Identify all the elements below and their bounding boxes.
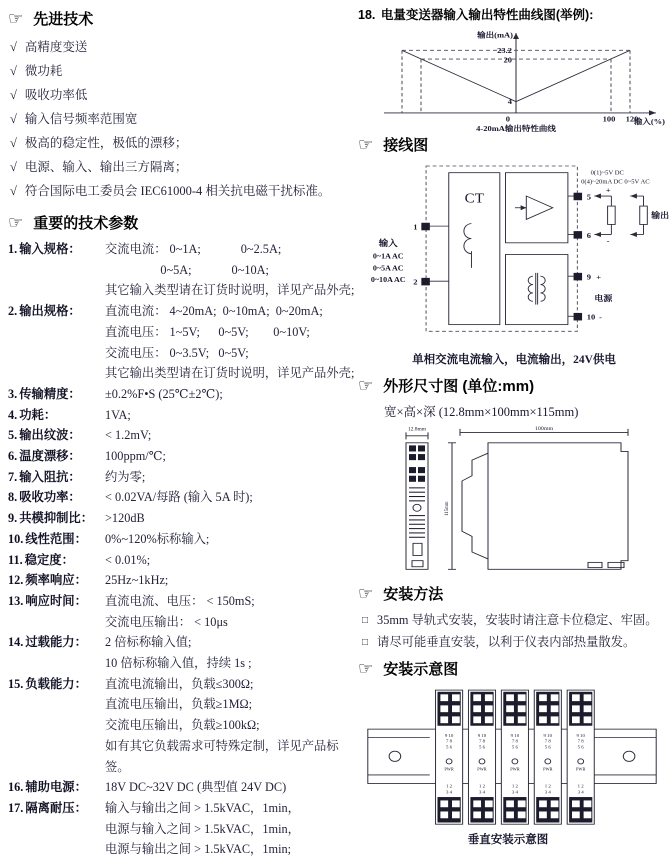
param-item <box>8 446 356 467</box>
square-bullet-icon: □ <box>362 615 369 626</box>
param-label: 1. 输入规格： <box>8 242 81 256</box>
section-title: 先进技术 <box>33 11 94 28</box>
front-pwr-led <box>413 504 421 511</box>
param-item <box>8 239 356 301</box>
ct-coil-symbol <box>464 224 472 254</box>
terminal-10 <box>574 313 583 321</box>
check-mark-icon: √ <box>10 64 17 78</box>
param-value-line: 直流电压： 1~5V; 0~5V; 0~10V; <box>105 324 310 339</box>
section-title: 安装示意图 <box>383 661 459 678</box>
arrow-icon <box>594 194 601 199</box>
arrow-icon <box>630 194 637 199</box>
power-label: 电源 <box>594 293 613 304</box>
feature-item <box>8 131 356 155</box>
front-terminal <box>409 445 416 451</box>
installation-caption: 垂直安装示意图 <box>467 834 549 846</box>
install-note-text: 35mm 导轨式安装，安装时请注意卡位稳定、牢固。 <box>377 613 658 627</box>
section-header-wiring <box>358 134 668 155</box>
svg-text:9 10: 9 10 <box>543 733 553 738</box>
load2-resistor <box>640 206 648 224</box>
param-value-line: >120dB <box>105 511 145 526</box>
pointing-hand-icon: ☞ <box>8 213 24 232</box>
section-header-features <box>8 8 356 29</box>
io-characteristic-curve-chart <box>366 26 666 132</box>
terminal-9 <box>574 273 583 281</box>
svg-text:3 4: 3 4 <box>446 789 453 795</box>
section-header-dimensions <box>358 375 668 396</box>
param-value-line: 25Hz~1kHz; <box>105 573 169 588</box>
terminal-2-number: 2 <box>413 277 418 287</box>
output-spec-line2: 0(4)~20mA DC 0~5V AC <box>581 178 650 186</box>
check-mark-icon: √ <box>10 160 17 174</box>
param-label: 9. 共模抑制比： <box>8 511 94 526</box>
feature-text: 高精度变送 <box>24 40 88 54</box>
feature-text: 符合国际电工委员会 IEC61000-4 相关抗电磁干扰标准。 <box>24 184 331 198</box>
input-range-3: 0~10A AC <box>370 275 406 284</box>
section-title: 重要的技术参数 <box>33 215 139 232</box>
param-label: 11. 稳定度： <box>8 552 74 567</box>
svg-text:PWR: PWR <box>444 767 454 772</box>
front-terminal <box>418 476 425 482</box>
input-range-2: 0~5A AC <box>372 263 404 273</box>
terminal-5-number: 5 <box>586 192 592 202</box>
param-value-line: 直流电压输出，负载≥1MΩ; <box>105 697 253 712</box>
pointing-hand-icon: ☞ <box>8 9 24 28</box>
feature-text: 极高的稳定性，极低的漂移； <box>24 136 188 150</box>
pointing-hand-icon: ☞ <box>358 135 374 154</box>
svg-text:5 6: 5 6 <box>446 744 453 750</box>
param-value-line: 1VA; <box>105 407 131 422</box>
side-view-profile <box>462 443 628 570</box>
section-title: 外形尺寸图 (单位:mm) <box>383 378 535 395</box>
feature-item <box>8 155 356 179</box>
param-item <box>8 405 356 426</box>
param-item <box>8 301 356 384</box>
svg-text:7 8: 7 8 <box>478 738 486 744</box>
din-module <box>501 690 528 824</box>
terminal-5 <box>574 193 583 201</box>
feature-item <box>8 179 356 203</box>
param-value-line: 交流电压输出： < 10μs <box>105 614 228 629</box>
pointing-hand-icon: ☞ <box>358 659 374 678</box>
svg-text:9 10: 9 10 <box>576 733 585 738</box>
y-axis-label: 输出(mA) <box>477 30 513 40</box>
front-terminal <box>418 454 425 460</box>
terminal-6 <box>574 231 583 239</box>
param-value-line: 100ppm/℃; <box>105 449 166 464</box>
check-mark-icon: √ <box>10 184 17 198</box>
svg-text:PWR: PWR <box>477 767 487 772</box>
svg-text:1 2: 1 2 <box>544 783 551 789</box>
x-tick-120: 120 <box>625 115 639 124</box>
wiring-caption: 单相交流电流输入，电流输出，24V供电 <box>412 354 616 366</box>
y-tick-4: 4 <box>507 97 512 107</box>
front-switch <box>413 543 422 555</box>
wiring-diagram <box>358 161 670 353</box>
svg-text:5 6: 5 6 <box>511 744 518 750</box>
section-header-install-diagram <box>358 658 668 679</box>
param-value-line: < 0.01%; <box>105 552 151 567</box>
param-item <box>8 487 356 508</box>
dim-front-width-label: 12.8mm <box>407 426 427 433</box>
feature-item <box>8 59 356 83</box>
dim-height-label: 115mm <box>443 501 451 516</box>
param-label: 10. 线性范围： <box>8 531 87 546</box>
param-values <box>105 239 356 301</box>
param-value-line: 电源与输出之间 > 1.5kVAC，1min; <box>105 842 292 857</box>
svg-text:7 8: 7 8 <box>511 738 518 744</box>
install-note <box>362 632 668 654</box>
svg-text:PWR: PWR <box>510 767 520 772</box>
svg-text:7 8: 7 8 <box>577 738 584 744</box>
param-value-line: 如有其它负载需求可特殊定制，详见产品标签。 <box>105 738 339 774</box>
param-value-line: 输入与输出之间 > 1.5kVAC，1min， <box>105 800 300 815</box>
params-list <box>8 239 356 860</box>
front-foot <box>412 561 423 567</box>
dimension-subtitle: 宽×高×深 (12.8mm×100mm×115mm) <box>384 405 579 419</box>
param-item <box>8 529 356 550</box>
param-item <box>8 777 356 798</box>
terminal-9-number: 9 <box>586 272 592 282</box>
param-value-line: 直流电流输出，负载≤300Ω; <box>105 676 254 691</box>
chart-caption: 4-20mA输出特性曲线 <box>476 124 556 132</box>
y-axis-arrow <box>513 33 519 39</box>
front-terminal <box>418 445 425 451</box>
pointing-hand-icon: ☞ <box>358 376 374 395</box>
terminal-1-number: 1 <box>413 222 418 232</box>
section-header-params <box>8 212 356 233</box>
svg-text:7 8: 7 8 <box>446 738 453 744</box>
param-value-line: < 1.2mV; <box>105 428 152 443</box>
param-label: 6. 温度漂移： <box>8 449 81 464</box>
front-terminal <box>409 454 416 460</box>
ct-label: CT <box>464 191 484 207</box>
x-tick-100: 100 <box>602 115 616 124</box>
pointing-hand-icon: ☞ <box>358 584 374 603</box>
param-values <box>105 301 356 384</box>
terminal-6-number: 6 <box>586 231 592 240</box>
param-value-line: 0%~120%标称输入; <box>105 531 210 546</box>
installation-diagram <box>362 685 662 831</box>
front-vent-stripes <box>409 488 425 537</box>
param-item <box>8 674 356 778</box>
output-label: 输出 <box>651 210 670 220</box>
left-column <box>8 6 356 857</box>
svg-text:9 10: 9 10 <box>477 733 487 738</box>
check-mark-icon: √ <box>10 136 17 150</box>
features-list <box>8 35 356 203</box>
param-item <box>8 508 356 529</box>
section-title: 接线图 <box>383 137 429 154</box>
transformer-coil-right <box>540 276 545 301</box>
din-module <box>436 690 463 824</box>
arrow-icon <box>594 232 601 237</box>
amplifier-symbol <box>526 196 552 219</box>
dim-side-width-label: 100mm <box>534 426 554 432</box>
param-value-line: 电源与输入之间 > 1.5kVAC，1min， <box>105 821 300 836</box>
param-value-line: 约为零; <box>105 469 146 484</box>
curve-section-title: 18. 电量变送器输入输出特性曲线图(举例): <box>358 8 594 22</box>
feature-text: 吸收功率低 <box>24 88 88 102</box>
feature-item <box>8 83 356 107</box>
svg-text:3 4: 3 4 <box>577 789 584 795</box>
svg-text:5 6: 5 6 <box>478 744 486 750</box>
param-label: 3. 传输精度： <box>8 386 81 401</box>
output-minus-sign: - <box>606 236 610 245</box>
install-notes <box>362 610 668 654</box>
output-spec-line1: 0(1)~5V DC <box>590 169 624 177</box>
transformer-block <box>505 254 567 324</box>
x-tick-0: 0 <box>505 115 510 124</box>
svg-text:3 4: 3 4 <box>544 789 551 795</box>
section-header-install <box>358 583 668 604</box>
svg-text:3 4: 3 4 <box>478 789 486 795</box>
param-label: 2. 输出规格： <box>8 304 81 319</box>
rail-mounting-hole <box>623 751 635 761</box>
param-item <box>8 591 356 632</box>
param-item <box>8 425 356 446</box>
load1-resistor <box>608 206 616 224</box>
square-bullet-icon: □ <box>362 637 369 648</box>
param-label: 12. 频率响应： <box>8 573 87 588</box>
check-mark-icon: √ <box>10 40 17 54</box>
svg-text:1 2: 1 2 <box>478 783 486 789</box>
right-column <box>358 6 668 853</box>
svg-text:5 6: 5 6 <box>577 744 584 750</box>
svg-text:5 6: 5 6 <box>544 744 551 750</box>
param-label: 16. 辅助电源： <box>8 780 87 795</box>
x-axis-label: 输入(%) <box>633 117 665 127</box>
terminal-10-number: 10 <box>586 313 596 322</box>
power-minus-sign: - <box>599 313 602 322</box>
amplifier-input-arrow <box>521 205 527 210</box>
terminal-1 <box>421 223 430 231</box>
param-value-line: 交流电压输出，负载≥100kΩ; <box>105 718 260 733</box>
front-terminal <box>409 476 416 482</box>
param-value-line: ±0.2%F•S (25℃±2℃); <box>105 386 223 401</box>
svg-text:1 2: 1 2 <box>577 783 584 789</box>
param-value-line: 2 倍标称输入值; <box>105 635 192 650</box>
arrow-icon <box>630 232 637 237</box>
param-item <box>8 632 356 673</box>
param-item <box>8 467 356 488</box>
svg-text:9 10: 9 10 <box>444 733 454 738</box>
param-value-line: 10 倍标称输入值，持续 1s ; <box>105 656 252 671</box>
param-label: 4. 功耗： <box>8 407 57 422</box>
svg-text:1 2: 1 2 <box>511 783 518 789</box>
feature-text: 电源、输入、输出三方隔离； <box>24 160 188 174</box>
check-mark-icon: √ <box>10 88 17 102</box>
output-plus-sign: + <box>605 186 611 195</box>
param-label: 14. 过载能力： <box>8 635 87 650</box>
param-label: 17. 隔离耐压： <box>8 800 87 815</box>
param-value-line: 其它输入类型请在订货时说明，详见产品外壳; <box>105 283 355 298</box>
param-value-line: 直流电流、电压： < 150mS; <box>105 593 255 608</box>
din-clip <box>588 562 602 567</box>
power-plus-sign: + <box>596 272 602 282</box>
rail-mounting-hole <box>389 751 401 761</box>
feature-item <box>8 35 356 59</box>
svg-text:9 10: 9 10 <box>510 733 520 738</box>
din-module <box>534 690 561 824</box>
input-label: 输入 <box>378 238 398 249</box>
param-label: 8. 吸收功率： <box>8 490 81 505</box>
transformer-coil-left <box>528 276 533 301</box>
svg-text:1 2: 1 2 <box>446 783 453 789</box>
param-value-line: < 0.02VA/每路 (输入 5A 时); <box>105 490 253 505</box>
param-label: 5. 输出纹波： <box>8 428 81 443</box>
din-module <box>468 690 495 824</box>
param-label: 7. 输入阻抗： <box>8 469 81 484</box>
y-tick-20: 20 <box>503 55 512 65</box>
check-mark-icon: √ <box>10 112 17 126</box>
param-item <box>8 550 356 571</box>
param-label: 15. 负载能力： <box>8 676 87 691</box>
din-module <box>567 690 594 824</box>
x-axis-arrow <box>649 110 656 115</box>
param-item <box>8 570 356 591</box>
section-title: 安装方法 <box>383 586 444 603</box>
param-item <box>8 798 356 860</box>
terminal-2 <box>421 278 430 286</box>
dimension-drawing <box>388 422 638 578</box>
y-tick-23-2: 23.2 <box>497 46 512 55</box>
feature-text: 输入信号频率范围宽 <box>24 112 138 126</box>
svg-text:7 8: 7 8 <box>544 738 551 744</box>
din-clip <box>608 562 624 567</box>
param-value-line: 其它输出类型请在订货时说明，详见产品外壳; <box>105 366 355 381</box>
feature-item <box>8 107 356 131</box>
svg-text:3 4: 3 4 <box>511 789 518 795</box>
feature-text: 微功耗 <box>24 64 63 78</box>
amplifier-block <box>505 173 567 243</box>
param-item <box>8 384 356 405</box>
param-label: 13. 响应时间： <box>8 593 87 608</box>
param-value-line: 交流电流： 0~1A; 0~2.5A; <box>105 242 282 256</box>
front-terminal <box>418 467 425 473</box>
install-note <box>362 610 668 632</box>
param-value-line: 交流电压： 0~3.5V; 0~5V; <box>105 345 249 360</box>
svg-text:PWR: PWR <box>543 767 553 772</box>
param-value-line: 18V DC~32V DC (典型值 24V DC) <box>105 780 287 795</box>
svg-text:PWR: PWR <box>576 767 586 772</box>
param-value-line: 0~5A; 0~10A; <box>105 262 269 277</box>
input-range-1: 0~1A AC <box>372 252 404 261</box>
param-value-line: 直流电流： 4~20mA; 0~10mA; 0~20mA; <box>105 304 323 319</box>
front-view-body <box>406 443 428 570</box>
install-note-text: 请尽可能垂直安装，以利于仪表内部热量散发。 <box>377 635 636 649</box>
front-terminal <box>409 467 416 473</box>
